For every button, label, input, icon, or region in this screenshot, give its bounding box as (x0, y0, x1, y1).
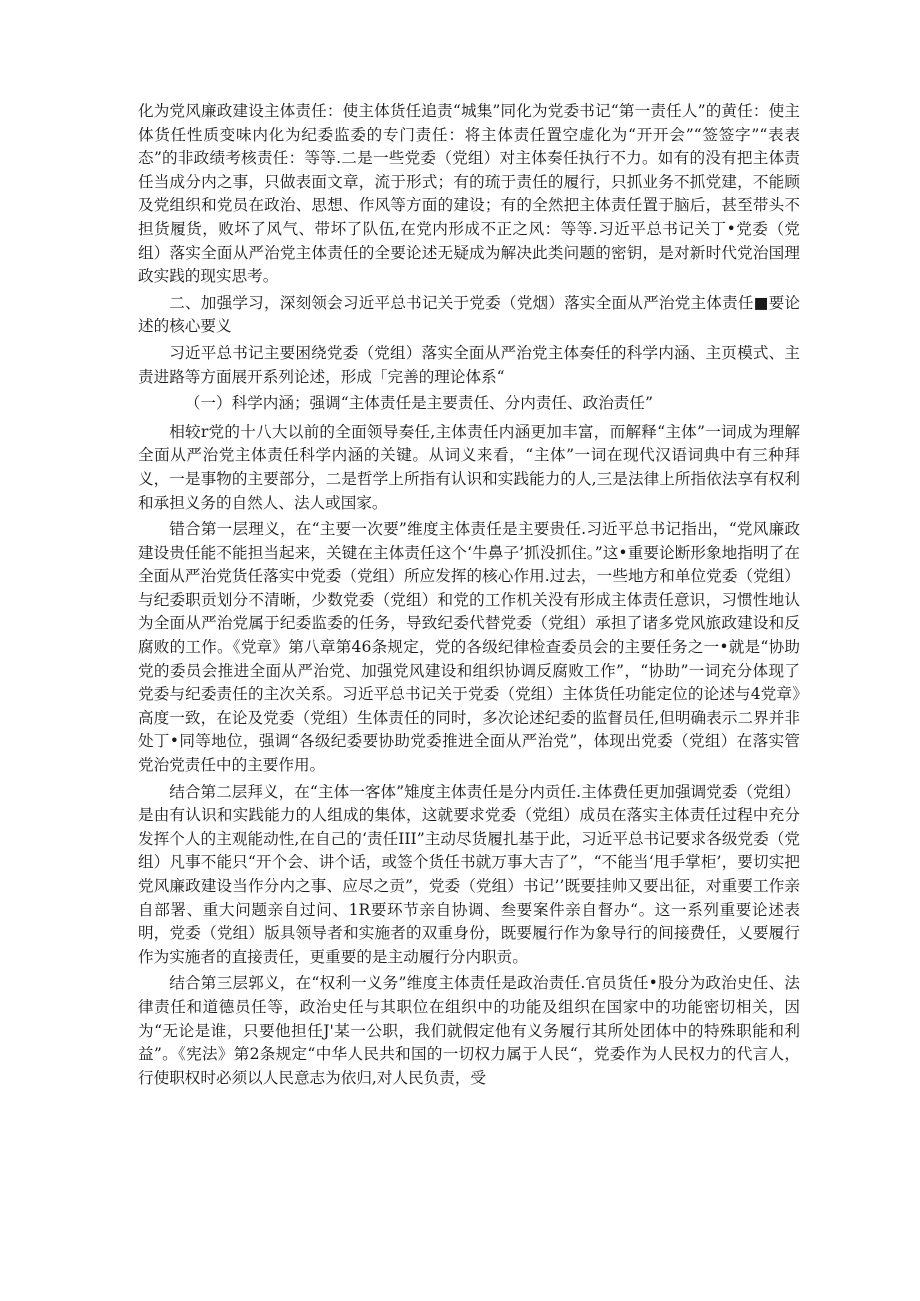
paragraph-second-meaning: 结合第二层拜义，在“主体一客体”雉度主体责任是分内贡任.主体费任更加强调党委（党组）是由有认识和实践能力的人组成的集体，这就要求党委（党组）成员在落实主体责任过程中充分发挥个人的主观能动性,在自己的‘责任III”主动尽货履扎基于此，习近平总书记要求各级党委（党组）凡事不能只“开个会、讲个话，或签个货任书就万事大吉了”，“不能当‘甩手掌柜’，要切实把党风廉政建设当作分内之事、应尽之贡”，党委（党组）书记’’既要挂帅又要出征，对重要工作亲自部署、重大问题亲自过问、1R要环节亲自协调、叁要案件亲自督办“。这一系列重要论述表明，党委（党组）版具领导者和实施者的双重身份，既要履行作为象导行的间接费任，乂要履行作为实施者的直接责任，更重要的是主动履行分内职贡。 (138, 782, 800, 966)
paragraph-intro: 习近平总书记主要困绕党委（党组）落实全面从严治党主体奏任的科学内涵、主页模式、主责进路等方面展开系列论述，形成「完善的理论体系“ (138, 343, 800, 386)
paragraph-continuation: 化为党风廉政建设主体责任：使主体货任追责“城集”同化为党委书记“第一责任人”的黄任：使主体货任性质变味内化为纪委监委的专门责任：将主体责任置空虚化为“开开会”“签签字”“表表态”的非政绩考核责任：等等.二是一些党委（党组）对主体奏任执行不力。如有的没有把主体责任当成分内之事，只做表面文章，流于形式；有的琉于责任的履行，只抓业务不抓党建，不能顾及党组织和党员在政治、思想、作风等方面的建设；有的全然把主体责任置于脑后，甚至带头不担货履货，败坏了风气、带坏了队伍,在党内形成不正之风：等等.习近平总书记关丁•党委（党组）落实全面从严治党主体责任的全要论述无疑成为解决此类问题的密钥，是对新时代党治国理政实践的现实思考。 (138, 102, 800, 286)
subsection-heading-1: （一）科学内涵；强调“主体责任是主要责任、分内责任、政治责任” (184, 394, 653, 413)
paragraph-definition: 相较r党的十八大以前的全面领导奏任,主体责任内涵更加丰富，而解释“主体”一词成为理解全面从严治党主体责任科学内涵的关键。从词义来看，“主体”一词在现代汉语词典中有三种拜义，一是事物的主要部分，二是哲学上所指有认识和实践能力的人,三是法律上所指依法享有权利和承担义务的自然人、法人或国家。 (138, 422, 800, 512)
paragraph-third-meaning: 结合第三层郭义，在“权利一义务”维度主体责任是政治责任.官员货任•股分为政治史任、法律责任和道德员任等，政治史任与其职位在组织中的功能及组织在国家中的功能密切相关，因为“无论是谁，只要他担任J'某一公职，我们就假定他有义务履行其所处团体中的特殊职能和利益”。《宪法》第2条规定“中华人民共和国的一切权力属于人民“，党委作为人民权力的代言人，行使职权时必须以人民意志为依归,对人民负责，受 (138, 974, 800, 1087)
section-heading-2: 二、加强学习，深刻领会习近平总书记关于党委（党烟）落实全面从严治党主体责任■要论述的核心要义 (138, 293, 800, 336)
paragraph-first-meaning: 错合第一层理义，在“主要一次要”维度主体责任是主要贵任.习近平总书记指出，“党风廉政建设贵任能不能担当起来，关键在主体责任这个‘牛鼻子’抓没抓住。”这•重要论断形象地指明了在全面从严治党货任落实中党委（党组）所应发挥的核心作用.过去，一些地方和单位党委（党组）与纪委职贡划分不清晰，少数党委（党组）和党的工作机关没有形成主体责任意识，习惯性地认为全面从严治党属于纪委监委的任务，导致纪委代替党委（党组）承担了诸多党风旅政建设和反腐败的工作。《党章》第八章第46条规定，党的各级纪律检查委员会的主要任务之一•就是“协助党的委员会推进全面从严治党、加强党风建设和组织协调反腐败工作”，“协助”一词充分体现了党委与纪委责任的主次关系。习近平总书记关于党委（党组）主体货任功能定位的论述与4党章》高度一致，在论及党委（党组）生体责任的同时，多次论述纪委的监督员任,但明确表示二界并非处丁•同等地位，强调“各级纪委要协助党委推进全面从严治党”，体现出党委（党组）在落实管党治党责任中的主要作用。 (138, 520, 800, 775)
